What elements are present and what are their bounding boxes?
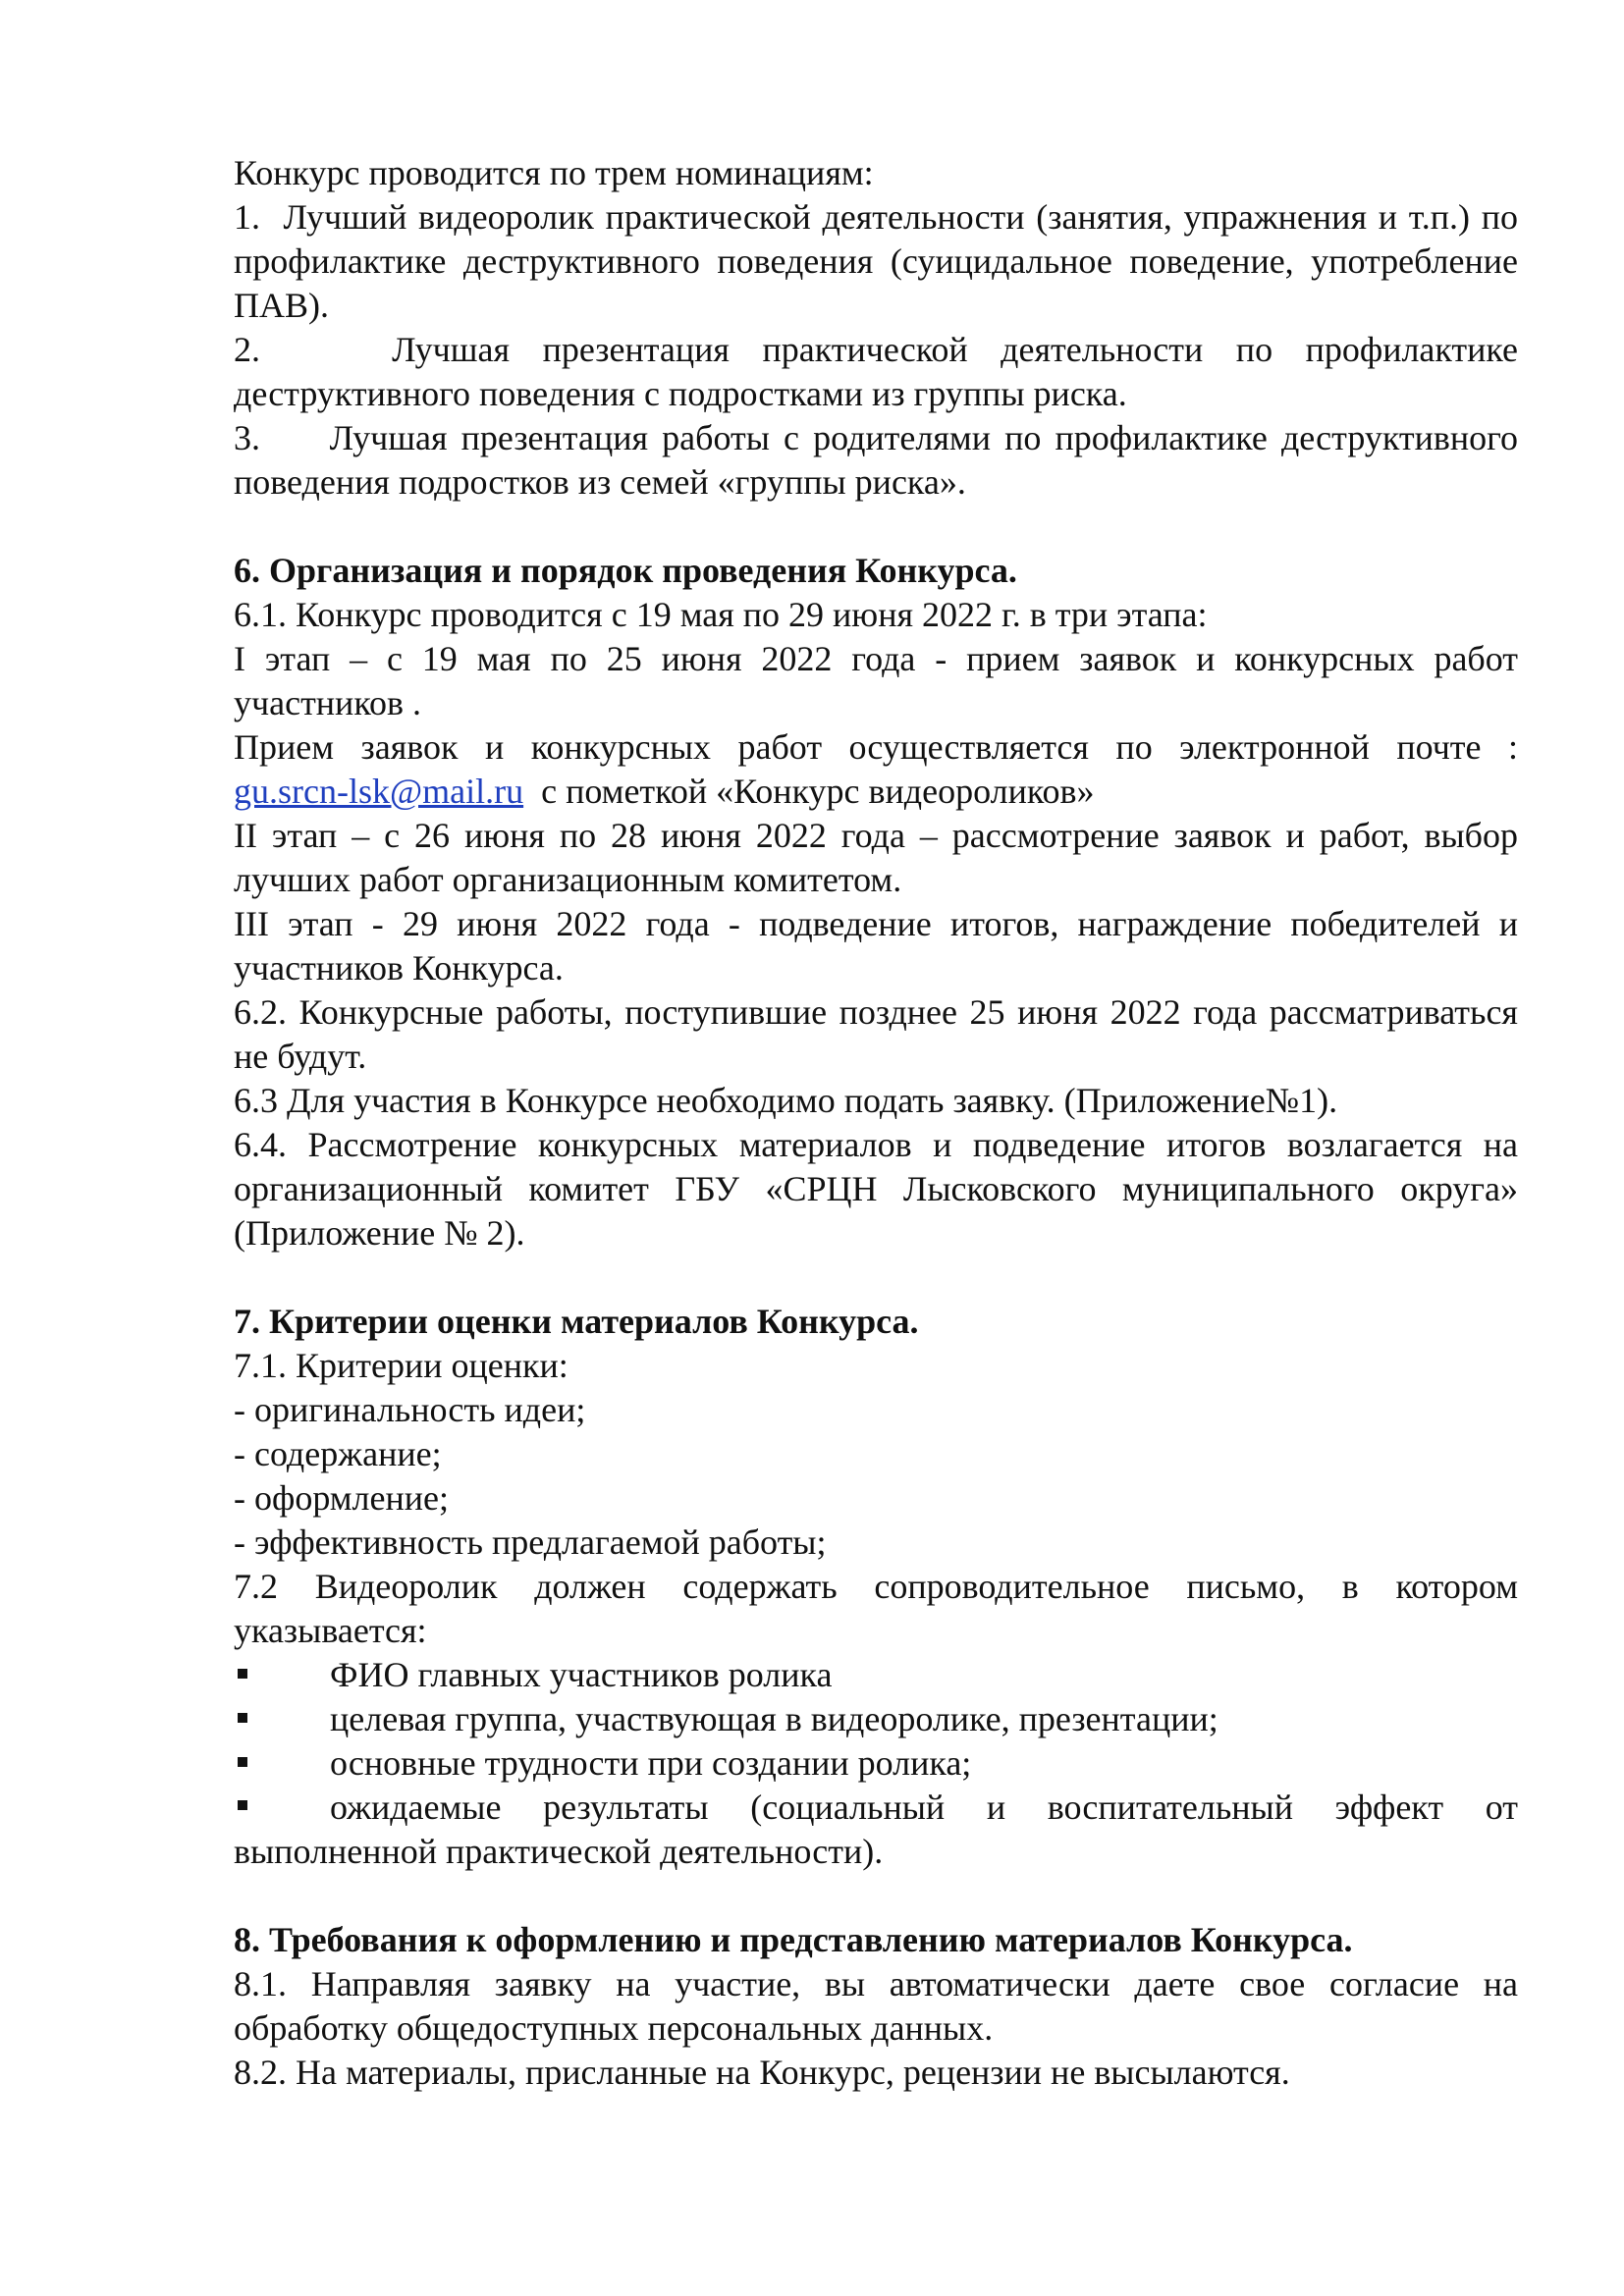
nomination-text: Лучший видеоролик практической деятельности (занятия, упражнения и т.п.) по профилактике деструктивного поведения (суицидальное поведение, употребление ПАВ). bbox=[234, 197, 1518, 325]
section-7-1: 7.1. Критерии оценки: bbox=[234, 1346, 568, 1385]
document-page bbox=[234, 151, 1518, 2095]
nomination-text: Лучшая презентация практической деятельности по профилактике деструктивного поведения с подростками из группы риска. bbox=[234, 330, 1519, 413]
section-7-heading: 7. Критерии оценки материалов Конкурса. bbox=[234, 1302, 919, 1341]
stage-2: II этап – с 26 июня по 28 июня 2022 года – рассмотрение заявок и работ, выбор лучших работ организационным комитетом. bbox=[234, 816, 1518, 899]
section-6-2: 6.2. Конкурсные работы, поступившие позднее 25 июня 2022 года рассматриваться не будут. bbox=[234, 992, 1518, 1076]
square-bullet-icon bbox=[234, 1653, 330, 1697]
section-8-2: 8.2. На материалы, присланные на Конкурс, рецензии не высылаются. bbox=[234, 2053, 1290, 2092]
nomination-number: 2. bbox=[234, 330, 260, 369]
criterion-item: - содержание; bbox=[234, 1434, 442, 1473]
nomination-1 bbox=[234, 195, 1518, 328]
bullet-item bbox=[234, 1697, 1518, 1741]
section-6-heading: 6. Организация и порядок проведения Конкурса. bbox=[234, 551, 1017, 590]
square-bullet-icon bbox=[234, 1697, 330, 1741]
square-bullet-icon bbox=[234, 1741, 330, 1786]
criterion-item: - оригинальность идеи; bbox=[234, 1390, 586, 1429]
stage-1: I этап – с 19 мая по 25 июня 2022 года - прием заявок и конкурсных работ участников . bbox=[234, 639, 1518, 722]
email-intro: Прием заявок и конкурсных работ осуществляется по электронной почте : bbox=[234, 727, 1518, 767]
bullet-text: основные трудности при создании ролика; bbox=[330, 1743, 972, 1783]
section-6-1: 6.1. Конкурс проводится с 19 мая по 29 июня 2022 г. в три этапа: bbox=[234, 595, 1208, 634]
email-note: с пометкой «Конкурс видеороликов» bbox=[532, 772, 1095, 811]
nomination-number: 1. bbox=[234, 197, 260, 237]
nomination-2 bbox=[234, 328, 1518, 416]
nomination-text: Лучшая презентация работы с родителями по профилактике деструктивного поведения подростков из семей «группы риска». bbox=[234, 418, 1519, 502]
criterion-item: - оформление; bbox=[234, 1478, 450, 1518]
nomination-3 bbox=[234, 416, 1518, 505]
section-6-3: 6.3 Для участия в Конкурсе необходимо подать заявку. (Приложение№1). bbox=[234, 1081, 1338, 1120]
email-link[interactable]: gu.srcn-lsk@mail.ru bbox=[234, 772, 524, 811]
section-6-4: 6.4. Рассмотрение конкурсных материалов и подведение итогов возлагается на организационный комитет ГБУ «СРЦН Лысковского муниципального округа» (Приложение № 2). bbox=[234, 1125, 1518, 1253]
intro-text: Конкурс проводится по трем номинациям: bbox=[234, 153, 874, 192]
bullet-item bbox=[234, 1741, 1518, 1786]
bullet-item-wrapping bbox=[234, 1786, 1518, 1874]
criterion-item: - эффективность предлагаемой работы; bbox=[234, 1522, 827, 1562]
email-line bbox=[234, 770, 1518, 814]
bullet-item bbox=[234, 1653, 1518, 1697]
bullet-text: ФИО главных участников ролика bbox=[330, 1655, 833, 1694]
bullet-text: целевая группа, участвующая в видеоролике, презентации; bbox=[330, 1699, 1218, 1738]
nomination-number: 3. bbox=[234, 418, 260, 457]
stage-3: III этап - 29 июня 2022 года - подведение итогов, награждение победителей и участников Конкурса. bbox=[234, 904, 1518, 988]
section-7-2: 7.2 Видеоролик должен содержать сопроводительное письмо, в котором указывается: bbox=[234, 1567, 1518, 1650]
bullet-text: ожидаемые результаты (социальный и воспитательный эффект от выполненной практической деятельности). bbox=[234, 1788, 1518, 1871]
section-8-1: 8.1. Направляя заявку на участие, вы автоматически даете свое согласие на обработку общедоступных персональных данных. bbox=[234, 1964, 1518, 2048]
square-bullet-icon bbox=[234, 1799, 330, 1819]
section-8-heading: 8. Требования к оформлению и представлению материалов Конкурса. bbox=[234, 1920, 1353, 1959]
